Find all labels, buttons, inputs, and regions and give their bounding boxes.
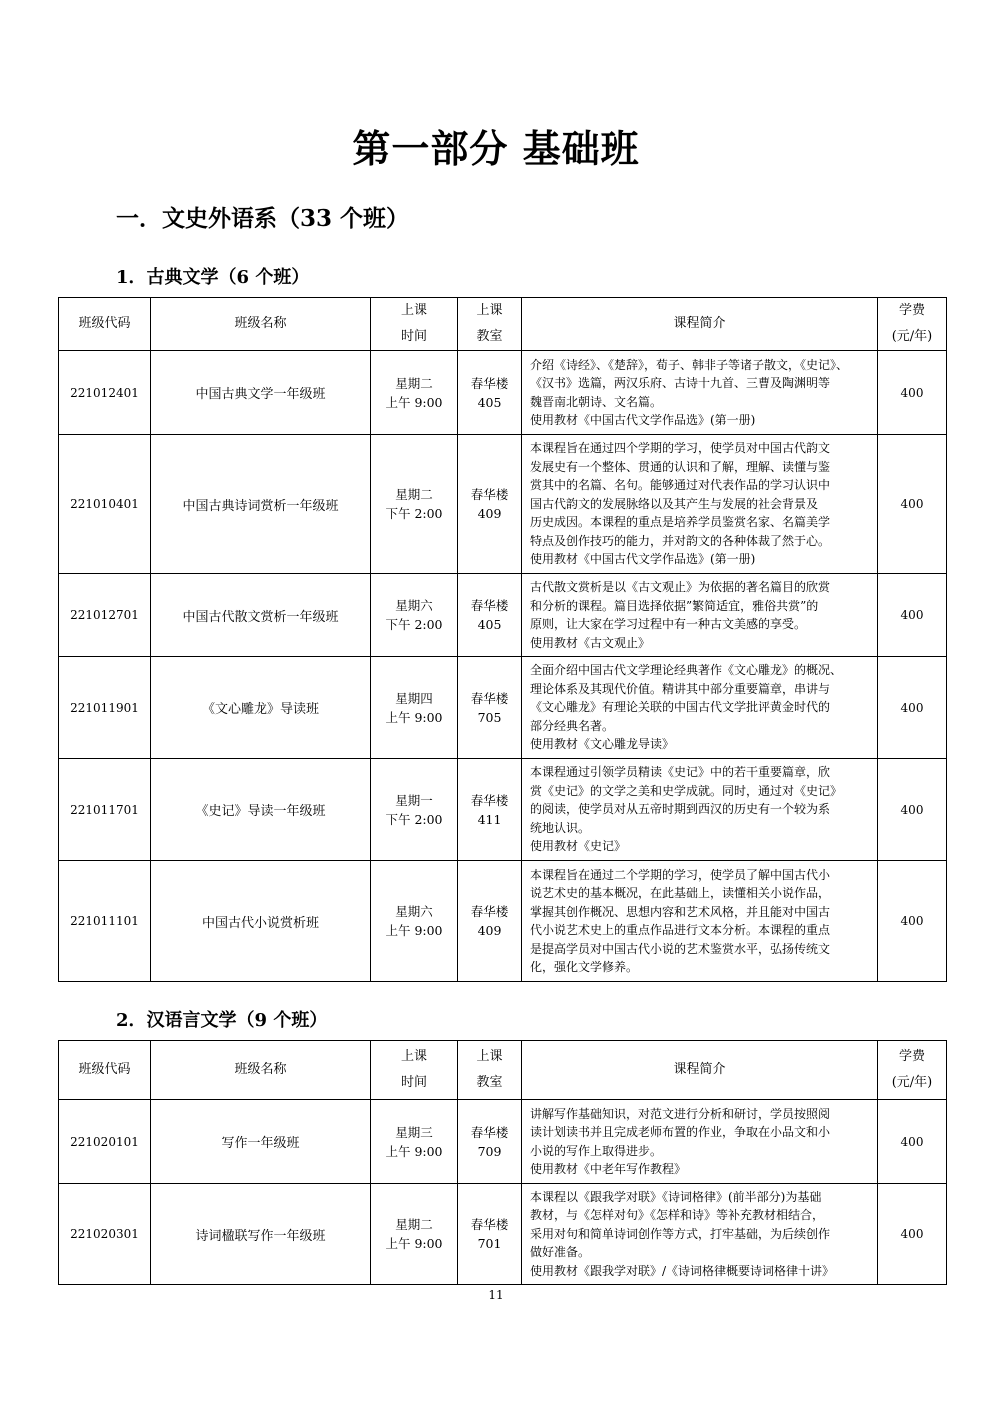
class-room-number: 709 <box>477 1143 502 1159</box>
course-intro <box>522 1100 878 1184</box>
course-intro-line: 使用教材《中国古代文学作品选》(第一册) <box>530 552 756 567</box>
header-time-text: 时间 <box>400 329 427 344</box>
header-time <box>371 298 458 351</box>
class-fee: 400 <box>878 1100 947 1184</box>
class-time <box>371 1100 458 1184</box>
course-intro-line: 是提高学员对中国古代小说的艺术鉴赏水平，弘扬传统文 <box>530 941 831 956</box>
class-time <box>371 861 458 982</box>
table-row <box>59 435 947 574</box>
class-room <box>458 1100 522 1184</box>
course-intro <box>522 1184 878 1285</box>
class-name: 中国古典文学一年级班 <box>151 351 371 435</box>
class-building: 春华楼 <box>470 1124 509 1140</box>
course-intro-line: 介绍《诗经》、《楚辞》，荀子、韩非子等诸子散文，《史记》、 <box>530 357 849 372</box>
class-hour: 上午 9:00 <box>385 394 443 410</box>
header-intro-text: 课程简介 <box>673 1062 726 1077</box>
table-row <box>59 759 947 861</box>
course-intro-line: 和分析的课程。篇目选择依据”繁简适宜，雅俗共赏”的 <box>530 598 819 613</box>
header-code <box>59 1041 151 1100</box>
class-building: 春华楼 <box>470 904 509 919</box>
table-header-row <box>59 298 947 351</box>
course-intro-line: 化，强化文学修养。 <box>530 960 639 974</box>
class-hour: 下午 2:00 <box>385 617 443 632</box>
class-building: 春华楼 <box>470 690 509 706</box>
course-intro <box>522 657 878 759</box>
course-intro <box>522 759 878 861</box>
header-code <box>59 298 151 351</box>
class-building: 春华楼 <box>470 375 509 391</box>
course-intro-line: 统地认识。 <box>530 820 591 835</box>
header-fee-text: 学费 <box>898 1049 925 1064</box>
class-code: 221010401 <box>59 435 151 574</box>
course-intro <box>522 574 878 657</box>
table-row <box>59 574 947 657</box>
class-name: 中国古代小说赏析班 <box>151 861 371 982</box>
class-fee: 400 <box>878 759 947 861</box>
class-name: 中国古典诗词赏析一年级班 <box>151 435 371 574</box>
course-intro-line: 国古代韵文的发展脉络以及其产生与发展的社会背景及 <box>530 496 819 511</box>
course-intro-line: 小说的写作上取得进步。 <box>530 1143 663 1158</box>
header-room <box>458 1041 522 1100</box>
course-intro <box>522 351 878 435</box>
course-table <box>58 1040 947 1285</box>
class-code: 221012401 <box>59 351 151 435</box>
course-intro-line: 教材，与《怎样对句》《怎样和诗》等补充教材相结合， <box>530 1208 825 1223</box>
class-room <box>458 657 522 759</box>
table-header-row <box>59 1041 947 1100</box>
header-time-text: 上课 <box>400 1049 427 1064</box>
class-room-number: 409 <box>477 923 502 938</box>
class-fee: 400 <box>878 435 947 574</box>
header-intro <box>522 298 878 351</box>
class-hour: 上午 9:00 <box>385 923 443 938</box>
page-title: 第一部分 基础班 <box>352 127 640 171</box>
class-day: 星期四 <box>395 690 433 706</box>
course-intro-line: 使用教材《跟我学对联》/《诗词格律概要诗词格律十讲》 <box>530 1263 835 1278</box>
class-code: 221020101 <box>59 1100 151 1184</box>
header-code-text: 班级代码 <box>78 1062 131 1077</box>
course-intro-line: 本课程旨在通过二个学期的学习，使学员了解中国古代小 <box>530 867 831 882</box>
table-row <box>59 861 947 982</box>
header-name-text: 班级名称 <box>234 1062 287 1077</box>
class-name: 《文心雕龙》导读班 <box>151 657 371 759</box>
class-name: 诗词楹联写作一年级班 <box>151 1184 371 1285</box>
course-intro <box>522 861 878 982</box>
course-intro-line: 做好准备。 <box>530 1245 591 1260</box>
class-room <box>458 861 522 982</box>
course-intro-line: 本课程通过引领学员精读《史记》中的若干重要篇章，欣 <box>530 765 831 780</box>
class-building: 春华楼 <box>470 487 509 502</box>
class-room <box>458 435 522 574</box>
table-row <box>59 1184 947 1285</box>
table-row <box>59 657 947 759</box>
class-room <box>458 759 522 861</box>
class-room-number: 405 <box>477 394 502 410</box>
class-fee: 400 <box>878 351 947 435</box>
class-fee: 400 <box>878 574 947 657</box>
header-code-text: 班级代码 <box>78 316 131 331</box>
class-fee: 400 <box>878 657 947 759</box>
class-time <box>371 759 458 861</box>
header-room-text: 教室 <box>476 1075 503 1090</box>
course-intro-line: 历史成因。本课程的重点是培养学员鉴赏名家、名篇美学 <box>530 515 831 530</box>
class-hour: 上午 9:00 <box>385 709 443 725</box>
course-intro-line: 讲解写作基础知识，对范文进行分析和研讨，学员按照阅 <box>530 1106 831 1121</box>
header-fee-text: (元/年) <box>891 1075 933 1090</box>
class-time <box>371 574 458 657</box>
course-intro <box>522 435 878 574</box>
course-intro-line: 说艺术史的基本概况，在此基础上，读懂相关小说作品， <box>530 886 831 900</box>
class-time <box>371 435 458 574</box>
header-fee <box>878 298 947 351</box>
class-time <box>371 657 458 759</box>
class-day: 星期一 <box>395 792 433 808</box>
class-code: 221011901 <box>59 657 151 759</box>
class-day: 星期二 <box>395 487 433 502</box>
class-code: 221011701 <box>59 759 151 861</box>
section-title: 一．文史外语系（33 个班） <box>116 205 410 232</box>
course-intro-line: 使用教材《古文观止》 <box>530 635 651 650</box>
class-building: 春华楼 <box>470 1217 509 1232</box>
class-room-number: 409 <box>477 506 502 521</box>
class-time <box>371 1184 458 1285</box>
class-day: 星期六 <box>395 598 433 613</box>
header-fee-text: (元/年) <box>891 329 933 344</box>
class-room <box>458 351 522 435</box>
header-room-text: 上课 <box>476 303 503 318</box>
class-name: 《史记》导读一年级班 <box>151 759 371 861</box>
course-intro-line: 原则，让大家在学习过程中有一种古文美感的享受。 <box>530 617 807 631</box>
class-day: 星期六 <box>395 904 433 919</box>
class-name: 写作一年级班 <box>151 1100 371 1184</box>
class-code: 221011101 <box>59 861 151 982</box>
header-intro <box>522 1041 878 1100</box>
class-hour: 下午 2:00 <box>385 506 443 521</box>
course-intro-line: 魏晋南北朝诗、文名篇。 <box>530 394 663 409</box>
course-intro-line: 部分经典名著。 <box>530 718 615 733</box>
course-intro-line: 采用对句和简单诗词创作等方式，打牢基础，为后续创作 <box>530 1226 831 1241</box>
class-room <box>458 574 522 657</box>
class-room-number: 701 <box>477 1236 502 1251</box>
class-day: 星期二 <box>395 375 433 391</box>
course-intro-line: 使用教材《史记》 <box>530 839 627 854</box>
course-intro-line: 使用教材《中老年写作教程》 <box>530 1162 687 1176</box>
header-name <box>151 1041 371 1100</box>
header-time <box>371 1041 458 1100</box>
class-code: 221020301 <box>59 1184 151 1285</box>
header-room <box>458 298 522 351</box>
course-intro-line: 赏《史记》的文学之美和史学成就。同时，通过对《史记》 <box>530 783 843 798</box>
header-time-text: 上课 <box>400 303 427 318</box>
header-intro-text: 课程简介 <box>673 316 726 331</box>
course-intro-line: 发展史有一个整体、贯通的认识和了解，理解、读懂与鉴 <box>530 459 831 474</box>
header-time-text: 时间 <box>400 1075 427 1090</box>
class-code: 221012701 <box>59 574 151 657</box>
course-intro-line: 使用教材《中国古代文学作品选》(第一册) <box>530 413 756 427</box>
course-intro-line: 全面介绍中国古代文学理论经典著作《文心雕龙》的概况、 <box>530 663 843 678</box>
course-intro-line: 古代散文赏析是以《古文观止》为依据的著名篇目的欣赏 <box>530 580 831 594</box>
class-day: 星期三 <box>395 1124 433 1140</box>
course-intro-line: 特点及创作技巧的能力，并对韵文的各种体裁了然于心。 <box>530 533 831 548</box>
header-room-text: 上课 <box>476 1049 503 1064</box>
course-table <box>58 297 947 982</box>
course-intro-line: 《汉书》选篇，两汉乐府、古诗十九首、三曹及陶渊明等 <box>530 376 831 390</box>
course-intro-line: 的阅读，使学员对从五帝时期到西汉的历史有一个较为系 <box>530 802 831 817</box>
course-intro-line: 读计划读书并且完成老师布置的作业，争取在小品文和小 <box>530 1125 831 1139</box>
class-room-number: 411 <box>477 811 502 827</box>
class-room-number: 705 <box>477 709 502 725</box>
header-name-text: 班级名称 <box>234 316 287 331</box>
course-intro-line: 本课程以《跟我学对联》《诗词格律》(前半部分)为基础 <box>530 1189 822 1204</box>
header-fee <box>878 1041 947 1100</box>
class-day: 星期二 <box>395 1217 433 1232</box>
class-name: 中国古代散文赏析一年级班 <box>151 574 371 657</box>
table-row <box>59 351 947 435</box>
class-fee: 400 <box>878 1184 947 1285</box>
course-intro-line: 掌握其创作概况、思想内容和艺术风格，并且能对中国古 <box>530 904 831 919</box>
course-intro-line: 本课程旨在通过四个学期的学习，使学员对中国古代韵文 <box>530 441 831 456</box>
course-intro-line: 《文心雕龙》有理论关联的中国古代文学批评黄金时代的 <box>530 700 831 715</box>
class-room <box>458 1184 522 1285</box>
header-name <box>151 298 371 351</box>
course-intro-line: 使用教材《文心雕龙导读》 <box>530 737 675 752</box>
course-intro-line: 赏其中的名篇、名句。能够通过对代表作品的学习认识中 <box>530 478 831 493</box>
page-number: 11 <box>488 1288 504 1302</box>
class-room-number: 405 <box>477 617 502 632</box>
header-fee-text: 学费 <box>898 303 925 318</box>
header-room-text: 教室 <box>476 329 503 344</box>
class-hour: 上午 9:00 <box>385 1143 443 1159</box>
table-row <box>59 1100 947 1184</box>
class-fee: 400 <box>878 861 947 982</box>
group-title: 2．汉语言文学（9 个班） <box>116 1010 328 1031</box>
class-building: 春华楼 <box>470 792 509 808</box>
class-building: 春华楼 <box>470 598 509 613</box>
group-title: 1．古典文学（6 个班） <box>116 267 310 288</box>
class-hour: 上午 9:00 <box>385 1236 443 1251</box>
course-intro-line: 理论体系及其现代价值。精讲其中部分重要篇章，串讲与 <box>530 681 831 696</box>
class-hour: 下午 2:00 <box>385 811 443 827</box>
class-time <box>371 351 458 435</box>
course-intro-line: 代小说艺术史上的重点作品进行文本分析。本课程的重点 <box>530 923 831 937</box>
